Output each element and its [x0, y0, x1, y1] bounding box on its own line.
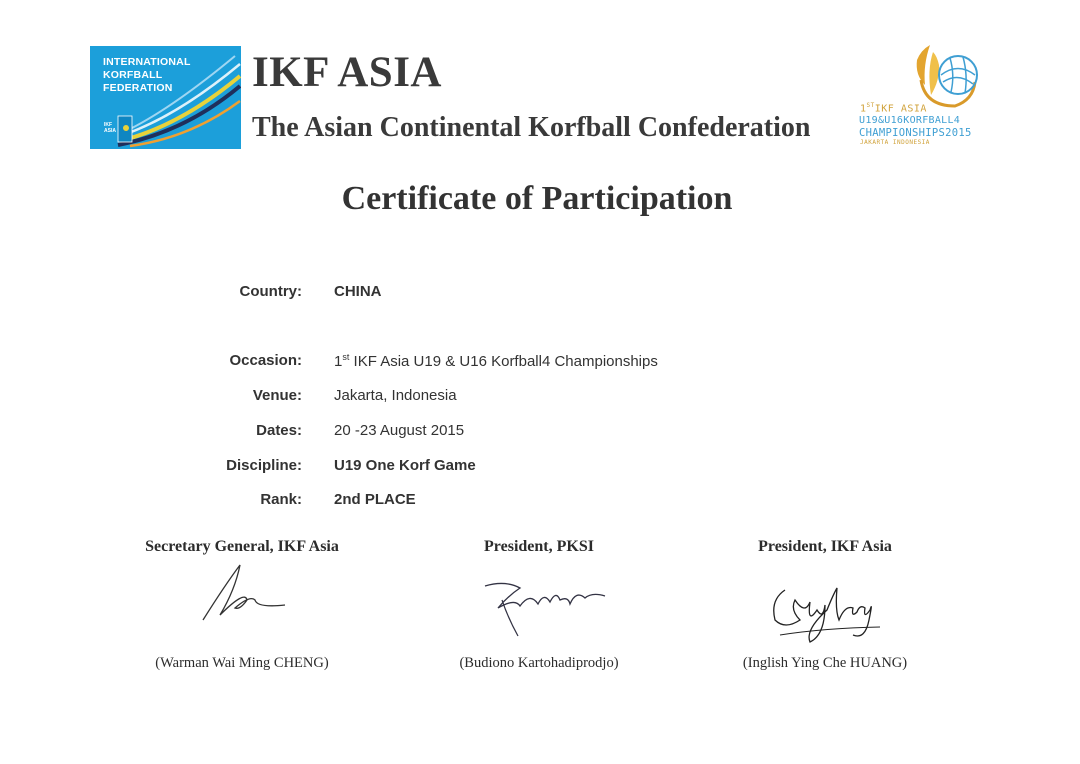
venue-value: Jakarta, Indonesia: [334, 387, 457, 404]
certificate-title: Certificate of Participation: [341, 180, 733, 217]
logo-text-line: FEDERATION: [103, 82, 173, 94]
discipline-value: U19 One Korf Game: [334, 457, 476, 474]
occasion-label: Occasion:: [229, 352, 302, 369]
logo-text-line: KORFBALL: [103, 69, 163, 81]
event-logo-line2: U19&U16KORFBALL4: [859, 115, 961, 126]
occasion-value: 1st IKF Asia U19 & U16 Korfball4 Championships: [334, 352, 658, 370]
signature-president-pksi: [480, 578, 610, 643]
country-value: CHINA: [334, 283, 382, 300]
signatory-title: President, IKF Asia: [758, 538, 892, 555]
discipline-label: Discipline:: [226, 457, 302, 474]
signatory-name: (Budiono Kartohadiprodjo): [459, 655, 619, 671]
dates-label: Dates:: [256, 422, 302, 439]
signatory-title: Secretary General, IKF Asia: [145, 538, 339, 555]
signatory-name: (Warman Wai Ming CHENG): [155, 655, 329, 671]
organization-title: IKF ASIA: [252, 49, 442, 96]
signature-secretary-general: [195, 560, 295, 625]
signatory-title: President, PKSI: [484, 538, 594, 555]
dates-value: 20 -23 August 2015: [334, 422, 465, 439]
signature-president-ikf-asia: [765, 580, 885, 645]
rank-value: 2nd PLACE: [334, 491, 416, 508]
event-logo-line3: CHAMPIONSHIPS2015: [859, 127, 972, 139]
flame-globe-icon: [855, 40, 990, 110]
event-logo-line1: 1STIKF ASIA: [860, 102, 927, 115]
event-logo-line4: JAKARTA INDONESIA: [860, 139, 930, 146]
logo-mini-line: ASIA: [104, 128, 116, 134]
logo-text-line: INTERNATIONAL: [103, 56, 191, 68]
organization-subtitle: The Asian Continental Korfball Confederation: [252, 112, 811, 143]
championship-logo: [855, 40, 990, 155]
signatory-name: (Inglish Ying Che HUANG): [742, 655, 908, 671]
logo-mini-line: IKF: [104, 122, 113, 128]
rank-label: Rank:: [260, 491, 302, 508]
country-label: Country:: [239, 283, 302, 300]
ikf-logo: [90, 46, 241, 149]
venue-label: Venue:: [252, 387, 302, 404]
